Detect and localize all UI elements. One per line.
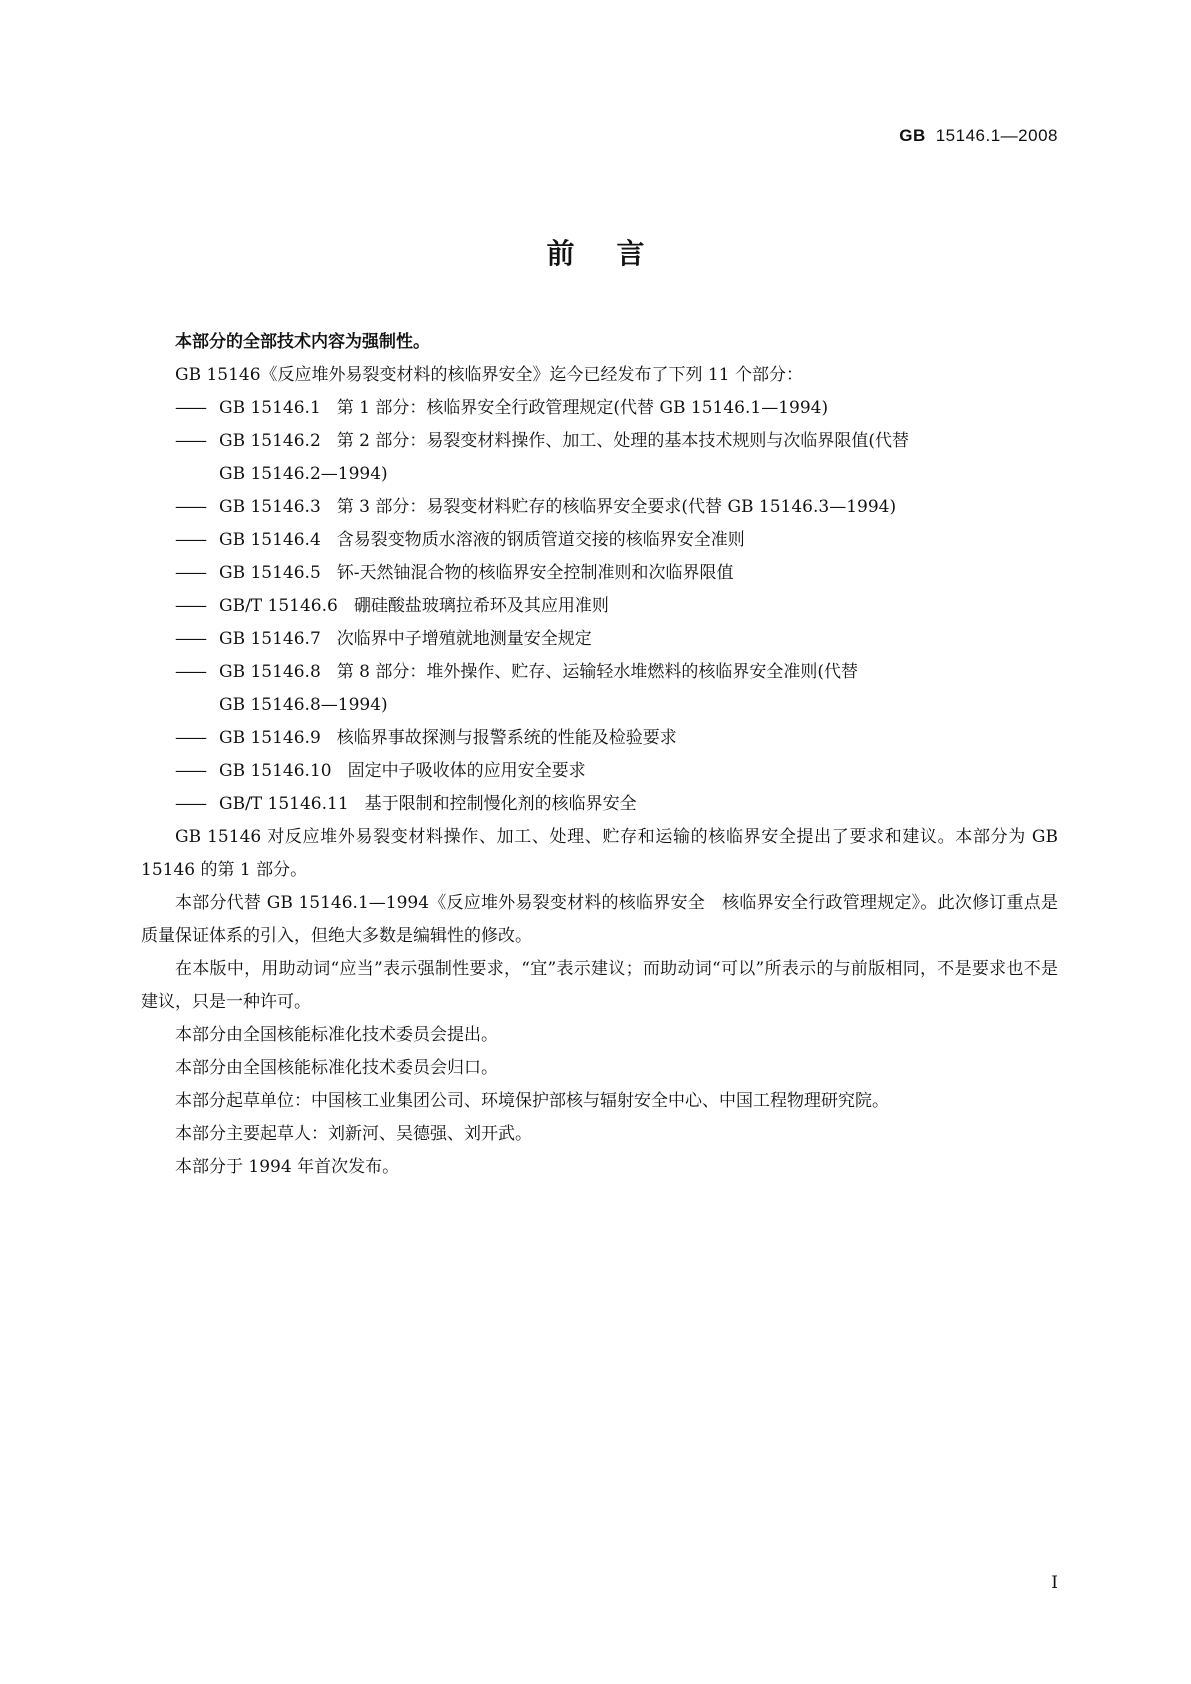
body-paragraph: GB 15146 对反应堆外易裂变材料操作、加工、处理、贮存和运输的核临界安全提出了要求和建议。本部分为 GB 15146 的第 1 部分。 [141, 827, 1058, 880]
part-title: 第 2 部分：易裂变材料操作、加工、处理的基本技术规则与次临界限值(代替 [336, 431, 910, 451]
body-paragraph: 在本版中，用助动词“应当”表示强制性要求，“宜”表示建议；而助动词“可以”所表示的与前版相同，不是要求也不是建议，只是一种许可。 [141, 959, 1058, 1012]
part-title: 次临界中子增殖就地测量安全规定 [336, 629, 592, 649]
part-code: GB 15146.9 [219, 728, 321, 748]
part-title: 钚-天然铀混合物的核临界安全控制准则和次临界限值 [336, 563, 734, 583]
part-title-continuation: GB 15146.2—1994) [219, 464, 388, 484]
body-paragraph: 本部分于 1994 年首次发布。 [175, 1157, 400, 1177]
part-list-item [175, 755, 1058, 788]
parts-intro: GB 15146《反应堆外易裂变材料的核临界安全》迄今已经发布了下列 11 个部分： [175, 365, 803, 385]
part-title: 硼硅酸盐玻璃拉希环及其应用准则 [353, 596, 609, 616]
part-code: GB 15146.7 [219, 629, 321, 649]
part-title: 核临界事故探测与报警系统的性能及检验要求 [336, 728, 677, 748]
part-code: GB 15146.10 [219, 761, 332, 781]
gb-prefix: GB [899, 126, 926, 145]
part-title: 第 1 部分：核临界安全行政管理规定(代替 GB 15146.1—1994) [336, 398, 829, 418]
list-dash: —— [175, 761, 205, 781]
part-list-item [175, 557, 1058, 590]
parts-list [175, 392, 1058, 821]
paragraphs [141, 821, 1058, 1184]
part-list-item [175, 425, 1058, 491]
body-paragraph: 本部分由全国核能标准化技术委员会提出。 [175, 1025, 498, 1045]
list-dash: —— [175, 530, 205, 550]
part-list-item [175, 722, 1058, 755]
part-code: GB/T 15146.6 [219, 596, 338, 616]
body-paragraph: 本部分代替 GB 15146.1—1994《反应堆外易裂变材料的核临界安全 核临界安全行政管理规定》。此次修订重点是质量保证体系的引入，但绝大多数是编辑性的修改。 [141, 893, 1058, 946]
part-list-item [175, 656, 1058, 722]
list-dash: —— [175, 563, 205, 583]
part-title-continuation: GB 15146.8—1994) [219, 695, 388, 715]
part-title: 第 8 部分：堆外操作、贮存、运输轻水堆燃料的核临界安全准则(代替 [336, 662, 859, 682]
list-dash: —— [175, 497, 205, 517]
part-title: 基于限制和控制慢化剂的核临界安全 [364, 794, 637, 814]
list-dash: —— [175, 629, 205, 649]
body-paragraph: 本部分由全国核能标准化技术委员会归口。 [175, 1058, 498, 1078]
part-list-item [175, 392, 1058, 425]
document-body [141, 326, 1058, 1184]
part-list-item [175, 491, 1058, 524]
list-dash: —— [175, 794, 205, 814]
body-paragraph: 本部分主要起草人：刘新河、吴德强、刘开武。 [175, 1124, 532, 1144]
part-code: GB 15146.2 [219, 431, 321, 451]
part-list-item [175, 524, 1058, 557]
standard-code-header [899, 126, 1058, 146]
list-dash: —— [175, 398, 205, 418]
list-dash: —— [175, 728, 205, 748]
part-title: 第 3 部分：易裂变材料贮存的核临界安全要求(代替 GB 15146.3—1994) [336, 497, 897, 517]
part-list-item [175, 623, 1058, 656]
part-title: 固定中子吸收体的应用安全要求 [347, 761, 586, 781]
standard-number: 15146.1—2008 [935, 126, 1058, 145]
list-dash: —— [175, 431, 205, 451]
part-title: 含易裂变物质水溶液的钢质管道交接的核临界安全准则 [336, 530, 745, 550]
mandatory-note: 本部分的全部技术内容为强制性。 [175, 332, 430, 352]
part-code: GB 15146.4 [219, 530, 321, 550]
part-code: GB/T 15146.11 [219, 794, 349, 814]
part-code: GB 15146.5 [219, 563, 321, 583]
page-number: I [1051, 1573, 1058, 1593]
body-paragraph: 本部分起草单位：中国核工业集团公司、环境保护部核与辐射安全中心、中国工程物理研究院。 [175, 1091, 889, 1111]
part-code: GB 15146.1 [219, 398, 321, 418]
page-title: 前言 [546, 237, 687, 270]
list-dash: —— [175, 662, 205, 682]
part-code: GB 15146.3 [219, 497, 321, 517]
part-code: GB 15146.8 [219, 662, 321, 682]
part-list-item [175, 788, 1058, 821]
list-dash: —— [175, 596, 205, 616]
part-list-item [175, 590, 1058, 623]
